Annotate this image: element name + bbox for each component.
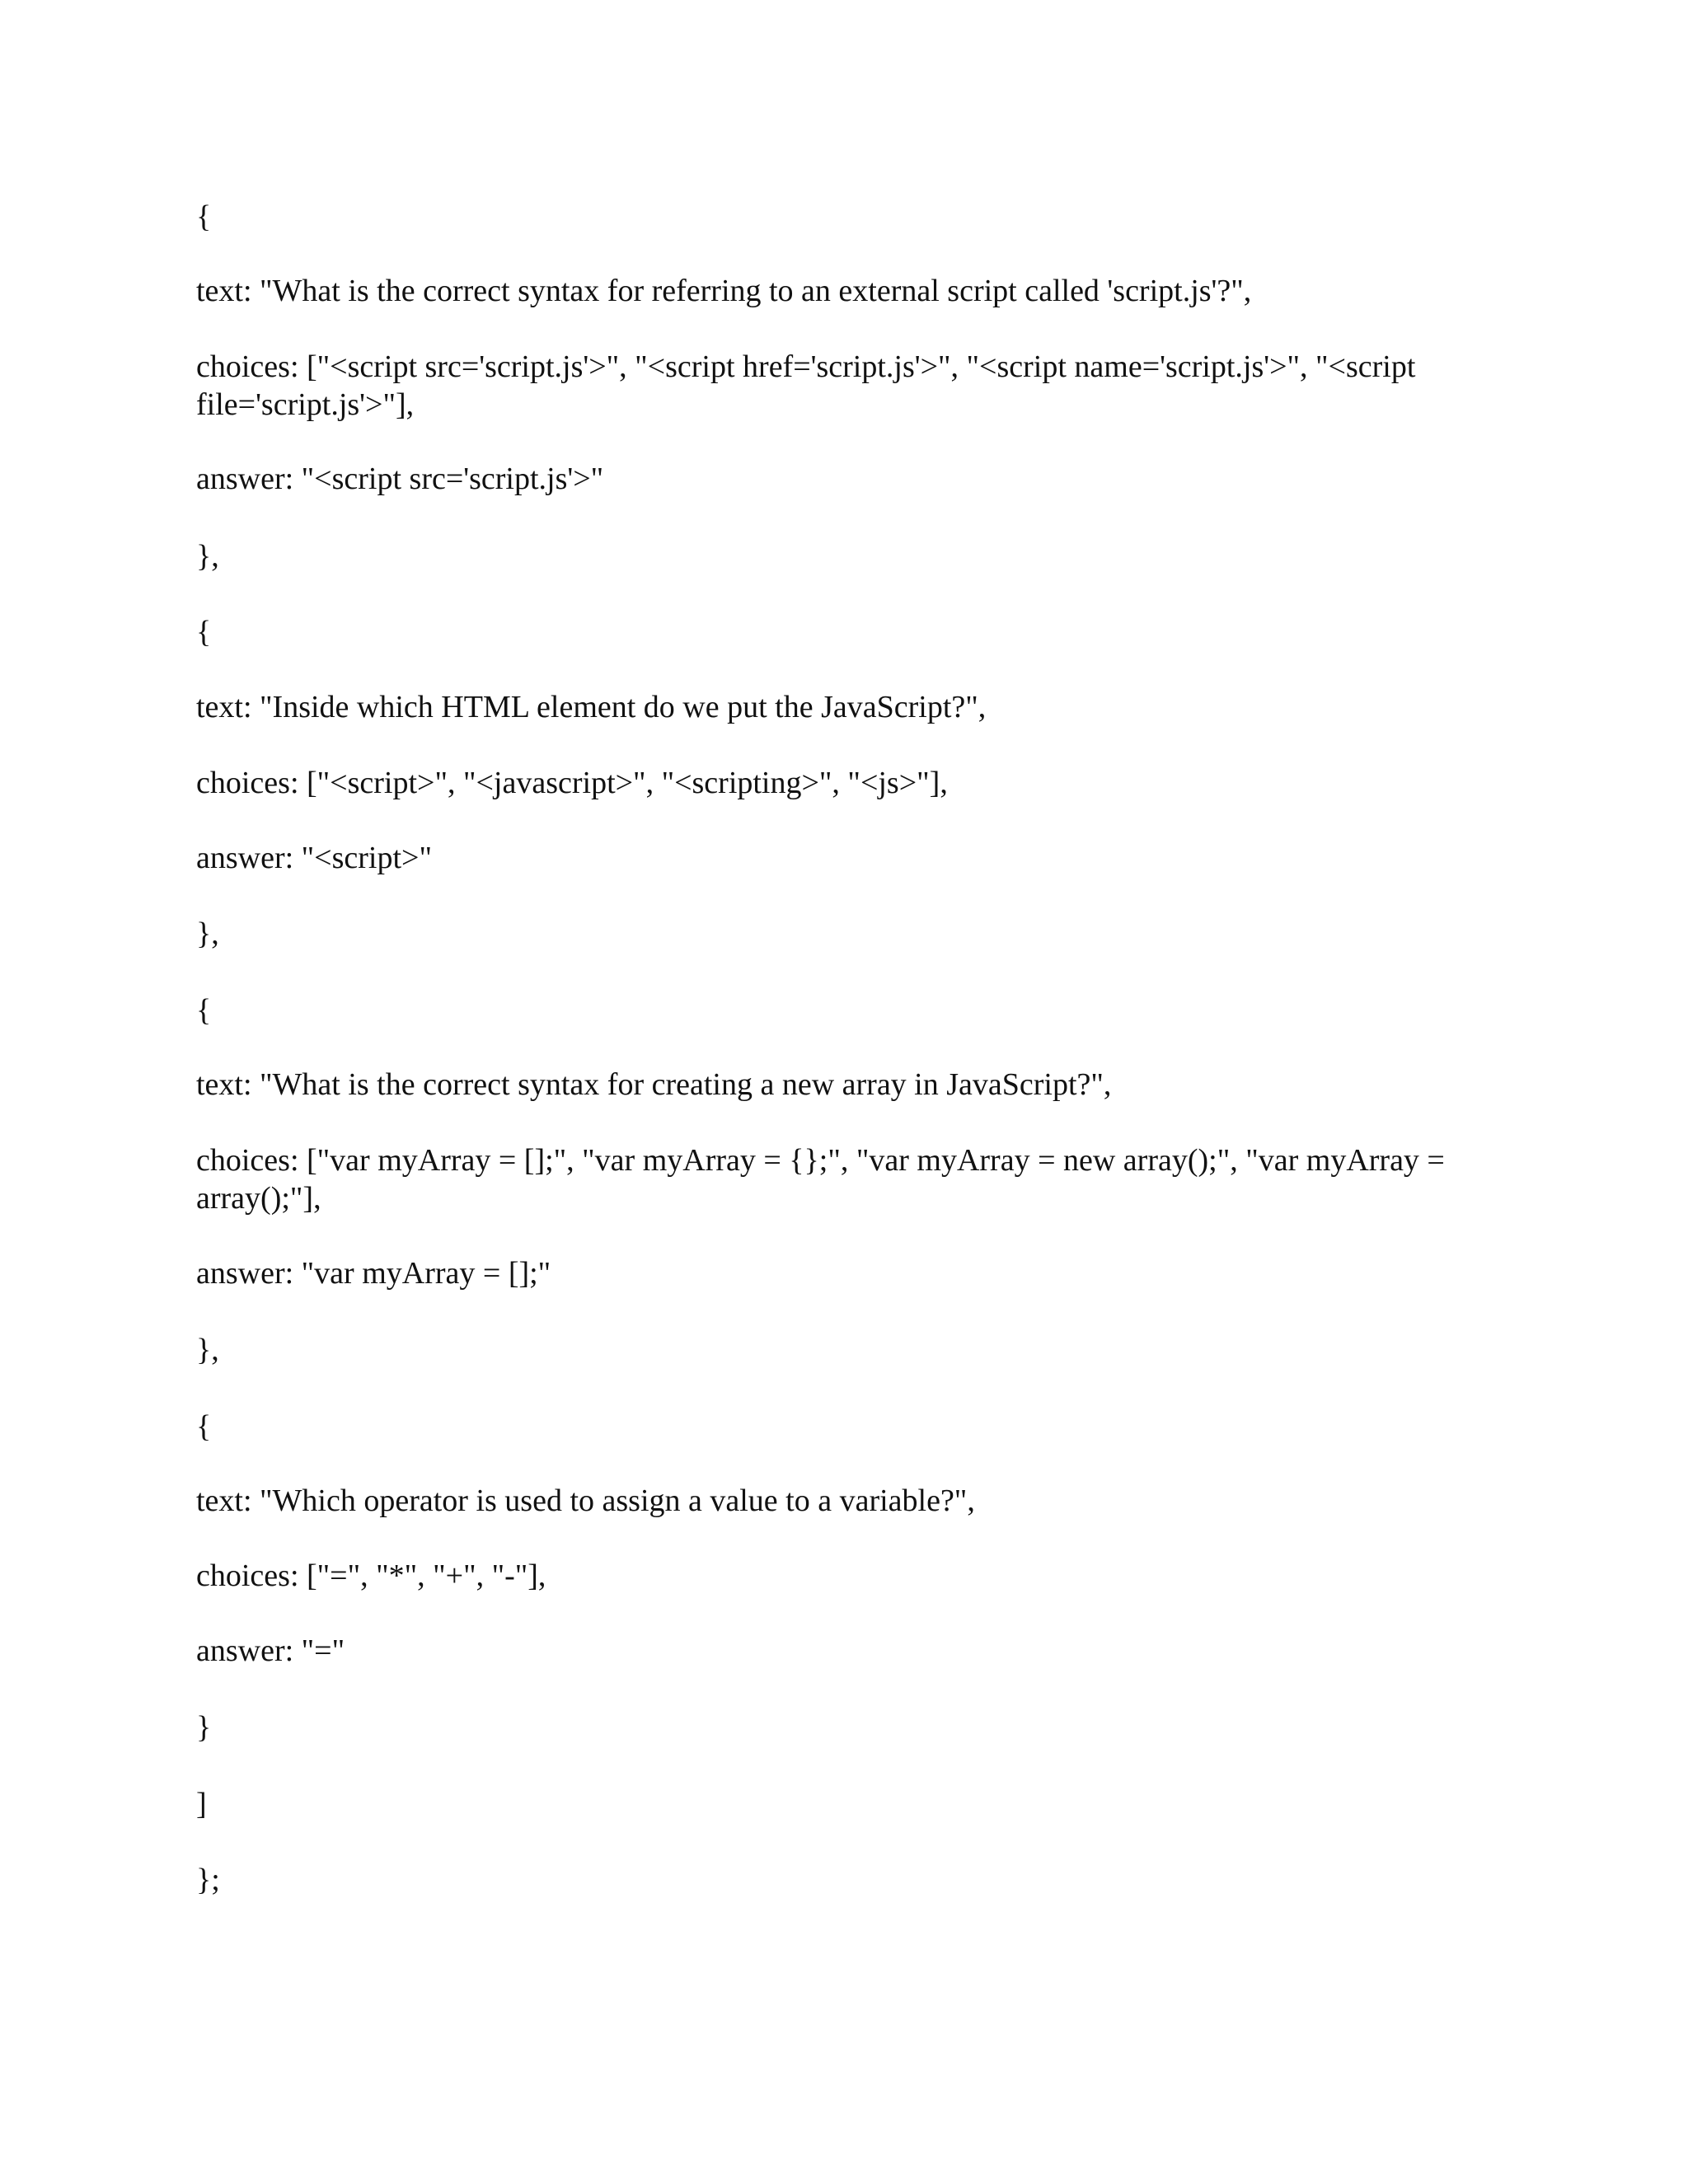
text-line: text: "What is the correct syntax for creating a new array in JavaScript?", (196, 1067, 1112, 1102)
text-line: }, (196, 916, 219, 951)
text-line: choices: ["=", "*", "+", "-"], (196, 1558, 546, 1593)
text-line: { (196, 1409, 212, 1444)
text-line: answer: "var myArray = [];" (196, 1256, 551, 1291)
text-line: text: "What is the correct syntax for referring to an external script called 'script.js'?", (196, 274, 1252, 308)
text-line: { (196, 615, 212, 649)
text-line: } (196, 1710, 212, 1745)
text-line: { (196, 199, 212, 234)
text-line: choices: ["var myArray = [];", "var myArray = {};", "var myArray = new array();", "var myArray = array();"], (196, 1143, 1453, 1216)
text-line: answer: "=" (196, 1633, 345, 1668)
text-line: }, (196, 539, 219, 574)
text-line: }; (196, 1863, 220, 1897)
text-line: answer: "<script>" (196, 841, 432, 875)
text-line: answer: "<script src='script.js'>" (196, 462, 604, 496)
text-line: ] (196, 1787, 207, 1821)
text-line: text: "Which operator is used to assign a value to a variable?", (196, 1483, 975, 1518)
text-line: choices: ["<script src='script.js'>", "<script href='script.js'>", "<script name='script.js'>", "<script file='script.js'>"], (196, 349, 1423, 422)
text-line: text: "Inside which HTML element do we put the JavaScript?", (196, 690, 987, 724)
text-line: { (196, 993, 212, 1028)
text-line: choices: ["<script>", "<javascript>", "<scripting>", "<js>"], (196, 766, 948, 800)
text-line: }, (196, 1333, 219, 1367)
